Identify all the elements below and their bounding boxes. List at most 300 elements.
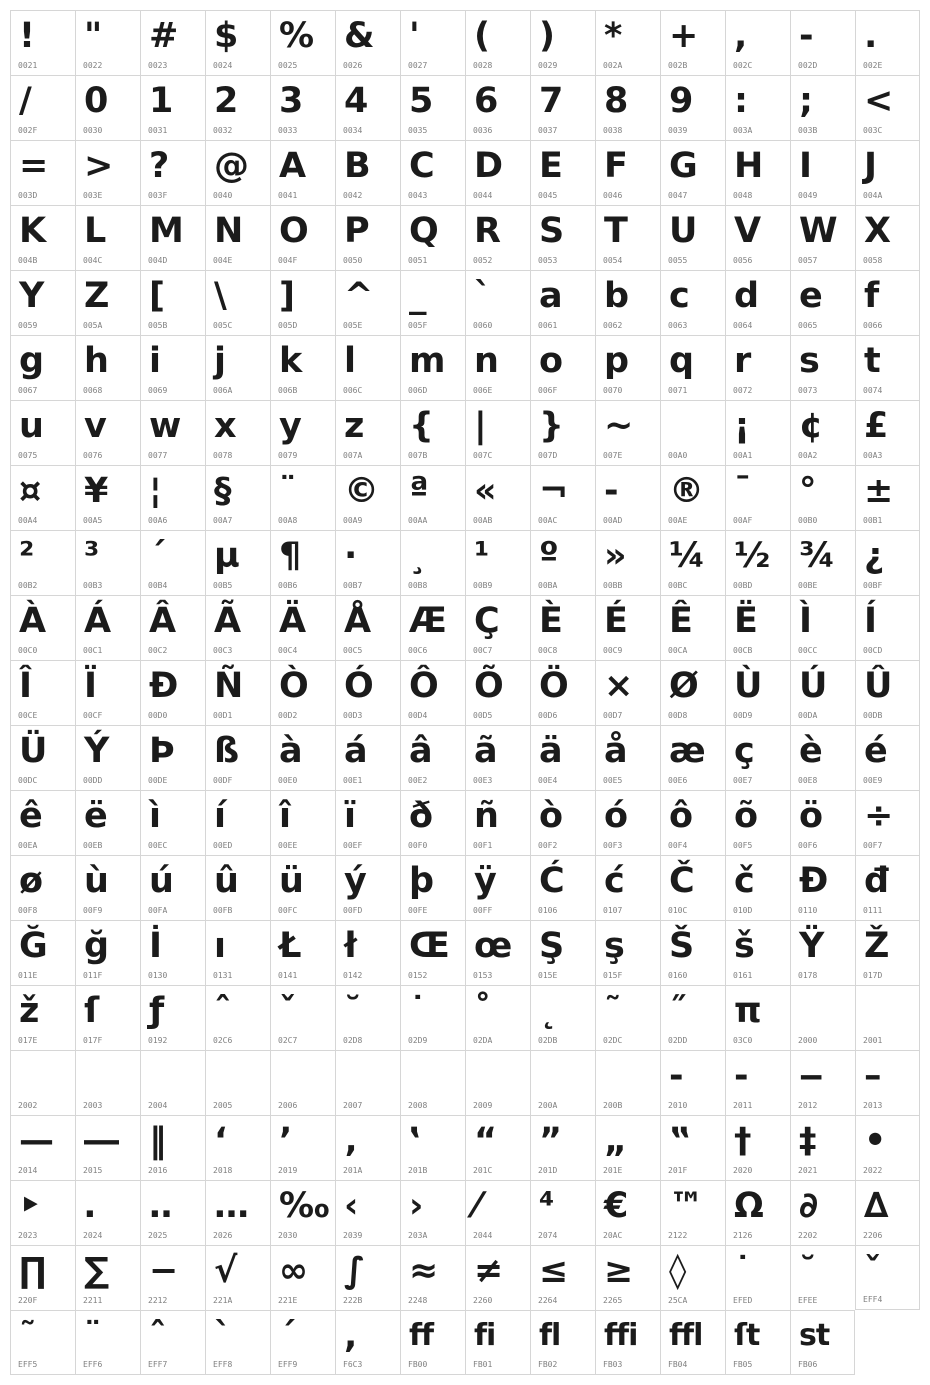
glyph-codepoint: 2008 [408, 1101, 428, 1110]
glyph-codepoint: 00ED [213, 841, 233, 850]
glyph-char: ¶ [279, 536, 302, 576]
glyph-codepoint: 0052 [473, 256, 493, 265]
glyph-cell [790, 75, 855, 140]
glyph-char: fi [474, 1318, 496, 1353]
glyph-codepoint: 006F [538, 386, 558, 395]
glyph-codepoint: 005C [213, 321, 233, 330]
glyph-codepoint: 0107 [603, 906, 623, 915]
glyph-codepoint: 0161 [733, 971, 753, 980]
glyph-char: ſ [84, 991, 100, 1031]
glyph-cell [725, 1310, 790, 1375]
glyph-char: Ł [279, 926, 302, 966]
glyph-cell [725, 1180, 790, 1245]
glyph-codepoint: 201D [538, 1166, 558, 1175]
glyph-codepoint: 004C [83, 256, 103, 265]
glyph-codepoint: 0066 [863, 321, 883, 330]
glyph-char: Þ [149, 731, 175, 771]
glyph-cell [595, 75, 660, 140]
glyph-cell [205, 1050, 270, 1115]
glyph-codepoint: 00FB [213, 906, 233, 915]
glyph-char: ö [799, 796, 824, 836]
glyph-char: ù [84, 861, 109, 901]
glyph-char: % [279, 16, 315, 56]
glyph-char: ∏ [19, 1251, 47, 1291]
glyph-codepoint: FB02 [538, 1360, 558, 1369]
glyph-cell [855, 400, 920, 465]
glyph-cell [140, 140, 205, 205]
glyph-char: ¢ [799, 406, 824, 446]
glyph-char: v [84, 406, 107, 446]
glyph-char: ¸ [409, 536, 427, 576]
glyph-codepoint: 00AF [733, 516, 753, 525]
glyph-char: İ [149, 926, 163, 966]
glyph-cell [10, 530, 75, 595]
glyph-char: ê [19, 796, 43, 836]
glyph-cell [400, 725, 465, 790]
glyph-char: Ö [539, 666, 569, 706]
glyph-char [214, 1054, 223, 1098]
glyph-codepoint: 005D [278, 321, 298, 330]
glyph-cell [270, 335, 335, 400]
glyph-codepoint: 2126 [733, 1231, 753, 1240]
glyph-codepoint: 00AB [473, 516, 493, 525]
glyph-codepoint: 00BC [668, 581, 688, 590]
glyph-codepoint: 2014 [18, 1166, 38, 1175]
glyph-cell [465, 660, 530, 725]
glyph-char: ¿ [864, 536, 885, 576]
glyph-char: … [214, 1186, 249, 1226]
glyph-char: ― [84, 1121, 119, 1161]
glyph-char [539, 1054, 543, 1098]
glyph-codepoint: 00C6 [408, 646, 428, 655]
glyph-char [669, 404, 681, 448]
glyph-char: Q [409, 211, 439, 251]
glyph-cell [75, 660, 140, 725]
glyph-char: ˙ [409, 991, 427, 1031]
glyph-char: B [344, 146, 371, 186]
glyph-char: + [669, 16, 699, 56]
glyph-cell [75, 140, 140, 205]
glyph-char [279, 1054, 285, 1098]
glyph-cell [10, 920, 75, 985]
glyph-char: ] [279, 276, 295, 316]
glyph-codepoint: 2023 [18, 1231, 38, 1240]
glyph-codepoint: 0050 [343, 256, 363, 265]
glyph-cell [205, 140, 270, 205]
glyph-codepoint: 00CC [798, 646, 818, 655]
glyph-char: ≤ [539, 1251, 569, 1291]
glyph-codepoint: 017F [83, 1036, 103, 1045]
glyph-char: Ã [214, 601, 242, 641]
glyph-codepoint: 00CE [18, 711, 38, 720]
glyph-cell [530, 985, 595, 1050]
glyph-char: Đ [149, 666, 179, 706]
glyph-char: ý [344, 861, 367, 901]
glyph-cell [790, 205, 855, 270]
glyph-codepoint: 00E2 [408, 776, 428, 785]
glyph-codepoint: 00D5 [473, 711, 493, 720]
glyph-cell [205, 790, 270, 855]
glyph-cell [855, 75, 920, 140]
glyph-cell [75, 1310, 140, 1375]
glyph-cell [790, 1115, 855, 1180]
glyph-cell [140, 725, 205, 790]
glyph-cell [140, 985, 205, 1050]
glyph-char: 4 [344, 81, 369, 121]
glyph-cell [75, 400, 140, 465]
glyph-codepoint: 00AE [668, 516, 688, 525]
glyph-char: | [474, 406, 487, 446]
glyph-codepoint: 0130 [148, 971, 168, 980]
glyph-cell [205, 335, 270, 400]
glyph-codepoint: 0024 [213, 61, 233, 70]
glyph-cell [205, 465, 270, 530]
glyph-char: ¡ [734, 406, 750, 446]
glyph-char: e [799, 276, 823, 316]
glyph-codepoint: 006E [473, 386, 493, 395]
glyph-char: å [604, 731, 628, 771]
glyph-codepoint: 00FA [148, 906, 168, 915]
glyph-char: I [799, 146, 813, 186]
glyph-codepoint: 00A1 [733, 451, 753, 460]
glyph-codepoint: EFF5 [18, 1360, 38, 1369]
glyph-codepoint: 0041 [278, 191, 298, 200]
glyph-char: Š [669, 926, 695, 966]
glyph-cell [400, 335, 465, 400]
glyph-char: ? [149, 146, 170, 186]
glyph-codepoint: FB03 [603, 1360, 623, 1369]
glyph-char: \ [214, 276, 227, 316]
glyph-codepoint: 003B [798, 126, 818, 135]
glyph-cell [400, 205, 465, 270]
glyph-codepoint: 006A [213, 386, 233, 395]
glyph-codepoint: 0022 [83, 61, 103, 70]
glyph-cell [530, 1310, 595, 1375]
glyph-char: ï [344, 796, 356, 836]
glyph-char: ( [474, 16, 490, 56]
glyph-codepoint: 0111 [863, 906, 883, 915]
glyph-char: ñ [474, 796, 499, 836]
glyph-cell [790, 10, 855, 75]
glyph-cell [855, 1245, 920, 1310]
glyph-codepoint: 00F4 [668, 841, 688, 850]
glyph-char: ˝ [669, 991, 687, 1031]
glyph-codepoint: 00C3 [213, 646, 233, 655]
glyph-cell [595, 1180, 660, 1245]
glyph-cell [855, 595, 920, 660]
glyph-codepoint: 221E [278, 1296, 298, 1305]
glyph-char: l [344, 341, 356, 381]
glyph-cell [530, 790, 595, 855]
glyph-cell [75, 75, 140, 140]
glyph-char: Ü [19, 731, 48, 771]
glyph-cell [140, 855, 205, 920]
glyph-codepoint: FB04 [668, 1360, 688, 1369]
glyph-codepoint: 00E8 [798, 776, 818, 785]
glyph-cell [205, 205, 270, 270]
glyph-cell [140, 400, 205, 465]
glyph-cell [140, 10, 205, 75]
glyph-cell [75, 205, 140, 270]
glyph-char: Ž [864, 926, 890, 966]
glyph-cell [400, 985, 465, 1050]
glyph-cell [140, 920, 205, 985]
glyph-cell [400, 1180, 465, 1245]
glyph-char: Õ [474, 666, 504, 706]
glyph-char: Î [19, 666, 33, 706]
glyph-cell [660, 1180, 725, 1245]
glyph-codepoint: 0038 [603, 126, 623, 135]
glyph-cell [270, 10, 335, 75]
glyph-cell [855, 10, 920, 75]
glyph-codepoint: 0046 [603, 191, 623, 200]
glyph-cell [205, 920, 270, 985]
glyph-char: » [604, 536, 627, 576]
glyph-char: ß [214, 731, 240, 771]
glyph-char: Û [864, 666, 893, 706]
glyph-cell [400, 270, 465, 335]
glyph-cell [10, 985, 75, 1050]
glyph-codepoint: FB06 [798, 1360, 818, 1369]
glyph-char: ã [474, 731, 498, 771]
glyph-char: Œ [409, 926, 450, 966]
glyph-codepoint: 00D0 [148, 711, 168, 720]
glyph-cell [725, 465, 790, 530]
glyph-codepoint: 0033 [278, 126, 298, 135]
glyph-cell [10, 400, 75, 465]
glyph-char: o [539, 341, 564, 381]
glyph-cell [595, 335, 660, 400]
glyph-cell [530, 1050, 595, 1115]
glyph-char: ¼ [669, 536, 706, 576]
glyph-char: Ì [799, 601, 813, 641]
glyph-cell [790, 725, 855, 790]
glyph-codepoint: 015E [538, 971, 558, 980]
glyph-cell [660, 75, 725, 140]
glyph-char: , [734, 16, 748, 56]
glyph-codepoint: 00F6 [798, 841, 818, 850]
glyph-cell [335, 530, 400, 595]
glyph-codepoint: 00EE [278, 841, 298, 850]
glyph-codepoint: 222B [343, 1296, 363, 1305]
glyph-cell [660, 465, 725, 530]
glyph-char: t [864, 341, 881, 381]
glyph-cell [855, 140, 920, 205]
glyph-char: ; [799, 81, 813, 121]
glyph-codepoint: 2010 [668, 1101, 688, 1110]
glyph-char: c [669, 276, 690, 316]
glyph-char: ffi [604, 1318, 638, 1353]
glyph-cell [10, 790, 75, 855]
glyph-cell [270, 400, 335, 465]
glyph-cell [205, 660, 270, 725]
glyph-cell [75, 530, 140, 595]
glyph-char [799, 989, 817, 1033]
glyph-char: p [604, 341, 630, 381]
glyph-codepoint: 00DA [798, 711, 818, 720]
glyph-char: ± [864, 471, 894, 511]
glyph-char: O [279, 211, 309, 251]
glyph-cell [595, 985, 660, 1050]
glyph-char: j [214, 341, 226, 381]
glyph-char: ◊ [669, 1251, 687, 1291]
glyph-cell [465, 725, 530, 790]
glyph-cell [335, 1050, 400, 1115]
glyph-char: £ [864, 406, 889, 446]
glyph-cell [205, 1115, 270, 1180]
glyph-char: É [604, 601, 628, 641]
glyph-codepoint: 0142 [343, 971, 363, 980]
glyph-codepoint: 0069 [148, 386, 168, 395]
glyph-codepoint: 007A [343, 451, 363, 460]
glyph-codepoint: 00B3 [83, 581, 103, 590]
glyph-codepoint: 2013 [863, 1101, 883, 1110]
glyph-cell [790, 1180, 855, 1245]
glyph-char: 8 [604, 81, 629, 121]
glyph-char: G [669, 146, 698, 186]
glyph-char: ∫ [344, 1251, 366, 1291]
glyph-cell [10, 75, 75, 140]
glyph-codepoint: 00BF [863, 581, 883, 590]
glyph-codepoint: 00A7 [213, 516, 233, 525]
glyph-codepoint: 00E5 [603, 776, 623, 785]
glyph-char: Â [149, 601, 177, 641]
glyph-cell [270, 205, 335, 270]
glyph-cell [595, 1245, 660, 1310]
glyph-char: ‒ [799, 1056, 824, 1096]
glyph-char: ∑ [84, 1251, 110, 1291]
glyph-cell [270, 985, 335, 1050]
glyph-cell [725, 530, 790, 595]
glyph-codepoint: 02C6 [213, 1036, 233, 1045]
glyph-char: ‑ [734, 1056, 749, 1096]
glyph-codepoint: 25CA [668, 1296, 688, 1305]
glyph-codepoint: 2007 [343, 1101, 363, 1110]
glyph-codepoint: 2022 [863, 1166, 883, 1175]
glyph-codepoint: 221A [213, 1296, 233, 1305]
glyph-cell [335, 1310, 400, 1375]
glyph-cell [400, 530, 465, 595]
glyph-codepoint: 201A [343, 1166, 363, 1175]
glyph-cell [205, 595, 270, 660]
glyph-codepoint: 0037 [538, 126, 558, 135]
glyph-char: ˜ [604, 991, 622, 1031]
glyph-char: ô [669, 796, 694, 836]
glyph-codepoint: 002C [733, 61, 753, 70]
glyph-char: π [734, 991, 762, 1031]
glyph-char: † [734, 1121, 752, 1161]
glyph-char: 7 [539, 81, 564, 121]
glyph-cell [530, 920, 595, 985]
glyph-char: ’ [279, 1121, 293, 1161]
glyph-cell [855, 530, 920, 595]
glyph-codepoint: 002A [603, 61, 623, 70]
glyph-cell [595, 660, 660, 725]
glyph-codepoint: 220F [18, 1296, 38, 1305]
glyph-codepoint: 0045 [538, 191, 558, 200]
glyph-codepoint: 00D8 [668, 711, 688, 720]
glyph-cell [530, 400, 595, 465]
glyph-char: Ć [539, 861, 565, 901]
glyph-char: ” [539, 1121, 563, 1161]
glyph-codepoint: 00E4 [538, 776, 558, 785]
glyph-char: # [149, 16, 179, 56]
glyph-char: Ÿ [799, 926, 825, 966]
glyph-codepoint: 2012 [798, 1101, 818, 1110]
glyph-codepoint: 00A9 [343, 516, 363, 525]
glyph-char: Ä [279, 601, 307, 641]
glyph-cell [205, 10, 270, 75]
glyph-cell [205, 855, 270, 920]
glyph-cell [140, 790, 205, 855]
glyph-char: ¯ [734, 471, 752, 511]
glyph-cell [140, 75, 205, 140]
glyph-cell [400, 1310, 465, 1375]
glyph-codepoint: 2020 [733, 1166, 753, 1175]
glyph-cell [140, 465, 205, 530]
glyph-codepoint: 201F [668, 1166, 688, 1175]
glyph-cell [855, 465, 920, 530]
glyph-char: Č [669, 861, 695, 901]
glyph-cell [75, 790, 140, 855]
glyph-codepoint: 2015 [83, 1166, 103, 1175]
glyph-cell [270, 530, 335, 595]
glyph-codepoint: 2264 [538, 1296, 558, 1305]
glyph-codepoint: 201E [603, 1166, 623, 1175]
glyph-codepoint: 00B7 [343, 581, 363, 590]
glyph-cell [725, 270, 790, 335]
glyph-cell [725, 400, 790, 465]
glyph-cell [335, 335, 400, 400]
glyph-codepoint: 2016 [148, 1166, 168, 1175]
glyph-char: X [864, 211, 891, 251]
glyph-codepoint: 2019 [278, 1166, 298, 1175]
glyph-codepoint: 0153 [473, 971, 493, 980]
glyph-cell [465, 1050, 530, 1115]
glyph-char: & [344, 16, 375, 56]
glyph-cell [855, 1050, 920, 1115]
glyph-char: ) [539, 16, 555, 56]
glyph-cell [790, 465, 855, 530]
glyph-char: Đ [799, 861, 829, 901]
glyph-cell [335, 920, 400, 985]
glyph-cell [335, 725, 400, 790]
glyph-cell [855, 1115, 920, 1180]
glyph-cell [790, 1245, 855, 1310]
glyph-char: Ï [84, 666, 98, 706]
glyph-cell [335, 75, 400, 140]
glyph-char: ‡ [799, 1121, 817, 1161]
glyph-char: ≥ [604, 1251, 634, 1291]
glyph-char: ÷ [864, 796, 894, 836]
glyph-char: ´ [149, 536, 167, 576]
glyph-codepoint: 201B [408, 1166, 428, 1175]
glyph-char: Ç [474, 601, 500, 641]
glyph-char: F [604, 146, 628, 186]
glyph-codepoint: 0047 [668, 191, 688, 200]
glyph-char: L [84, 211, 107, 251]
glyph-char: é [864, 731, 888, 771]
glyph-char: ¾ [799, 536, 836, 576]
glyph-cell [140, 1310, 205, 1375]
glyph-cell [725, 1245, 790, 1310]
glyph-codepoint: 010D [733, 906, 753, 915]
glyph-cell [530, 205, 595, 270]
glyph-codepoint: 00FE [408, 906, 428, 915]
glyph-char: § [214, 471, 232, 511]
glyph-codepoint: 005A [83, 321, 103, 330]
glyph-cell [10, 1180, 75, 1245]
